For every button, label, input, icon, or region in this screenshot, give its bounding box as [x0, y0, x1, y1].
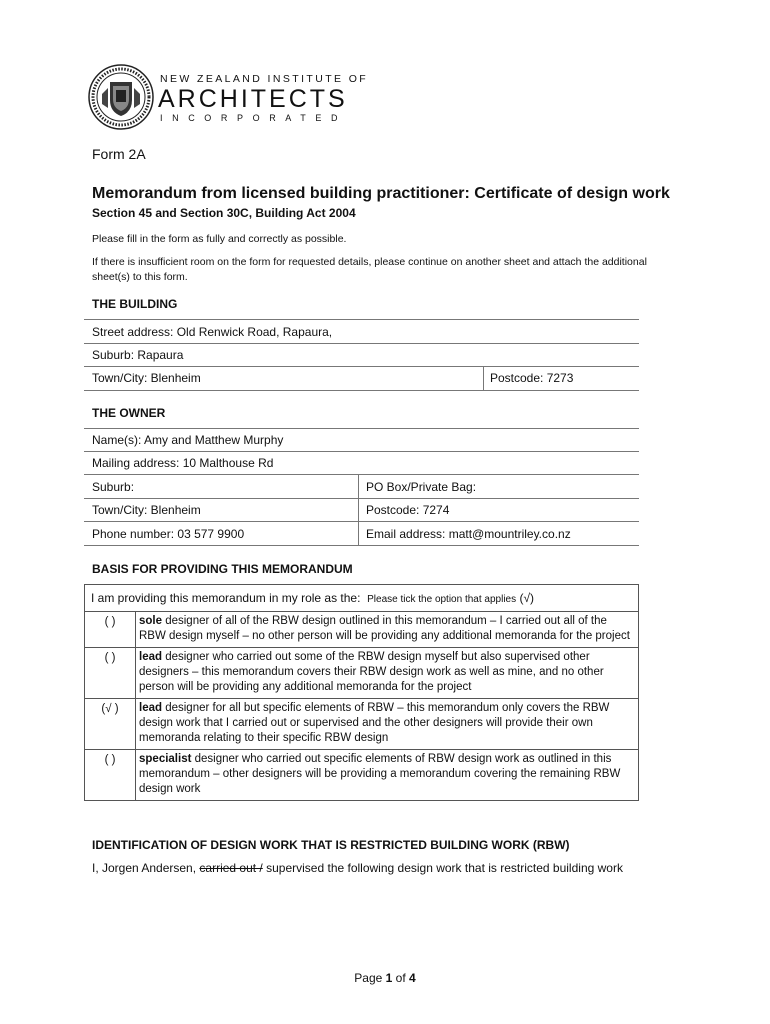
- option-keyword: specialist: [139, 753, 192, 765]
- divider: [84, 390, 639, 391]
- option-keyword: lead: [139, 651, 163, 663]
- divider: [84, 428, 639, 429]
- building-street: Street address: Old Renwick Road, Rapaura,: [92, 325, 333, 339]
- building-town: Town/City: Blenheim: [92, 371, 201, 385]
- basis-heading: BASIS FOR PROVIDING THIS MEMORANDUM: [92, 562, 353, 576]
- option-sole-checkbox[interactable]: ( ): [85, 612, 136, 648]
- divider: [84, 498, 639, 499]
- owner-suburb: Suburb:: [92, 480, 135, 494]
- building-suburb: Suburb: Rapaura: [92, 348, 184, 362]
- page-subtitle: Section 45 and Section 30C, Building Act 2004: [92, 206, 356, 220]
- owner-phone: Phone number: 03 577 9900: [92, 527, 245, 541]
- divider: [84, 366, 639, 367]
- org-name-incorporated: INCORPORATED: [160, 113, 348, 123]
- basis-table: [84, 584, 639, 801]
- option-lead-all-text: [136, 648, 639, 699]
- of-label: of: [395, 971, 406, 985]
- option-description: designer who carried out some of the RBW design myself but also supervised other designers – this memorandum covers their RBW design work as well as mine, and no other person will be providing any additional memoranda for the project: [139, 651, 604, 693]
- option-lead-partial-text: [136, 699, 639, 750]
- building-postcode: Postcode: 7273: [490, 371, 574, 385]
- owner-town: Town/City: Blenheim: [92, 503, 201, 517]
- option-keyword: sole: [139, 615, 163, 627]
- divider: [84, 451, 639, 452]
- basis-intro-row: [85, 585, 639, 612]
- option-description: designer who carried out specific elements of RBW design work as outlined in this memorandum – other designers will be providing a memorandum covering the remaining RBW design work: [139, 753, 621, 795]
- org-name-line1: NEW ZEALAND INSTITUTE OF: [160, 73, 369, 85]
- divider: [483, 366, 484, 390]
- struck-text: carried out /: [199, 861, 263, 875]
- building-heading: THE BUILDING: [92, 297, 178, 311]
- tick-symbol: (√): [519, 591, 535, 605]
- divider: [358, 474, 359, 545]
- page-title: Memorandum from licensed building practitioner: Certificate of design work: [92, 185, 670, 202]
- nzia-seal-logo: [88, 64, 154, 130]
- owner-heading: THE OWNER: [92, 406, 166, 420]
- owner-email: Email address: matt@mountriley.co.nz: [366, 527, 571, 541]
- divider: [84, 343, 639, 344]
- basis-intro: I am providing this memorandum in my role as the:: [91, 591, 361, 605]
- statement-text: supervised the following design work that is restricted building work: [262, 861, 623, 875]
- identification-statement: [92, 861, 623, 875]
- option-keyword: lead: [139, 702, 163, 714]
- divider: [84, 521, 639, 522]
- divider: [84, 319, 639, 320]
- instruction-2: If there is insufficient room on the form for requested details, please continue on another sheet and attach the additional sheet(s) to this form.: [92, 256, 647, 283]
- designer-name-text: I, Jorgen Andersen,: [92, 861, 200, 875]
- page-number: 1: [385, 971, 393, 985]
- owner-po-box: PO Box/Private Bag:: [366, 480, 477, 494]
- option-specialist-checkbox[interactable]: ( ): [85, 750, 136, 801]
- divider: [84, 545, 639, 546]
- identification-heading: IDENTIFICATION OF DESIGN WORK THAT IS RESTRICTED BUILDING WORK (RBW): [92, 838, 570, 852]
- option-description: designer for all but specific elements of RBW – this memorandum only covers the RBW design work that I carried out or supervised and the other designers will provide their own memoranda relating to their specific RBW design: [139, 702, 610, 744]
- org-name-architects: ARCHITECTS: [158, 85, 348, 113]
- option-specialist-text: [136, 750, 639, 801]
- option-sole-text: [136, 612, 639, 648]
- owner-names: Name(s): Amy and Matthew Murphy: [92, 433, 284, 447]
- option-lead-partial-checkbox[interactable]: (√ ): [85, 699, 136, 750]
- option-description: designer of all of the RBW design outlined in this memorandum – I carried out all of the RBW design myself – no other person will be providing any additional memoranda for the project: [139, 615, 630, 642]
- owner-mailing: Mailing address: 10 Malthouse Rd: [92, 456, 274, 470]
- option-lead-all-checkbox[interactable]: ( ): [85, 648, 136, 699]
- owner-postcode: Postcode: 7274: [366, 503, 450, 517]
- divider: [84, 474, 639, 475]
- page-total: 4: [409, 971, 416, 985]
- page-label: Page: [354, 971, 383, 985]
- basis-tick-note: Please tick the option that applies: [367, 594, 517, 605]
- form-number: Form 2A: [92, 146, 146, 162]
- instruction-1: Please fill in the form as fully and correctly as possible.: [92, 233, 347, 245]
- page-footer: [0, 971, 770, 985]
